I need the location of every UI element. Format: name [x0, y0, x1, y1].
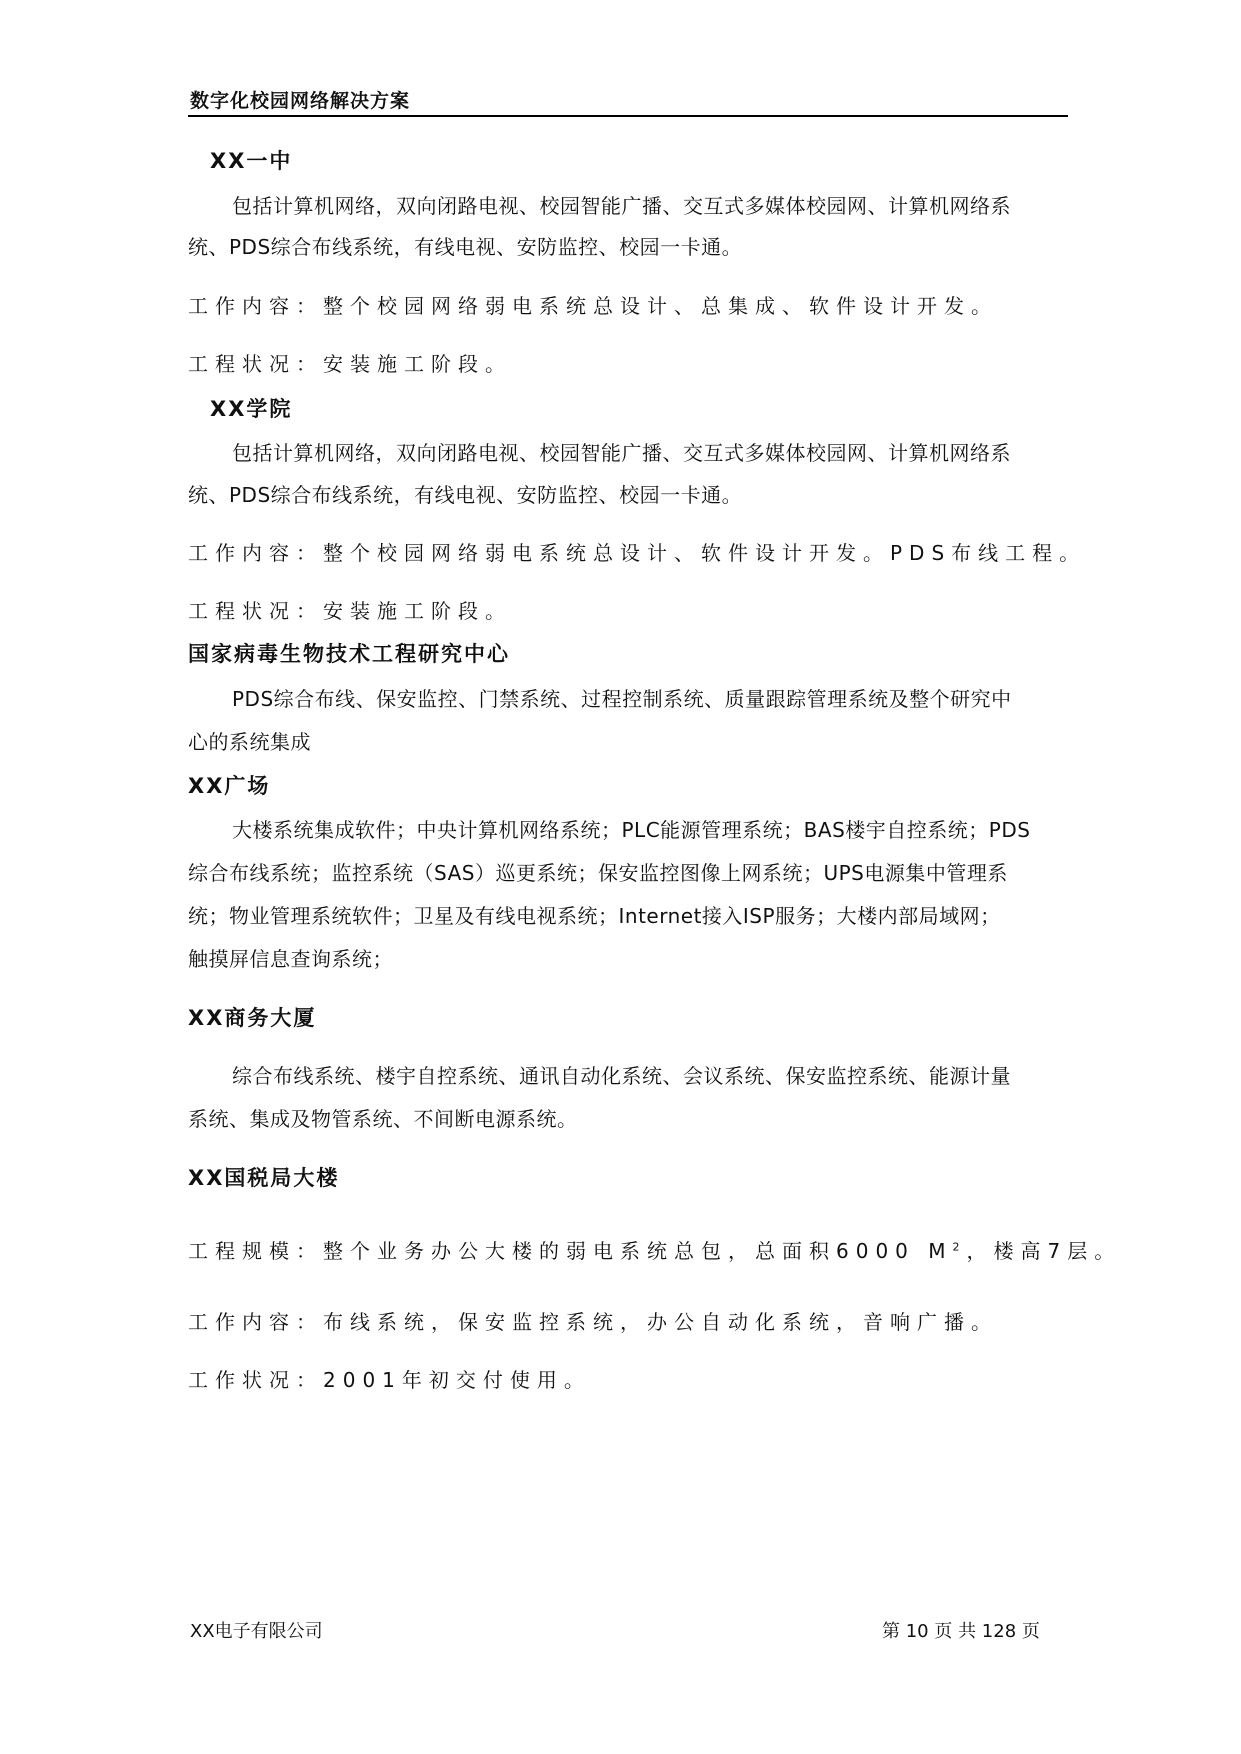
paragraph-line: 触摸屏信息查询系统； — [188, 947, 393, 971]
project-status-line: 工程状况：安装施工阶段。 — [188, 352, 512, 376]
paragraph-line: 综合布线系统；监控系统（SAS）巡更系统；保安监控图像上网系统；UPS电源集中管理系 — [188, 861, 1008, 885]
work-content-line: 工作内容：整个校园网络弱电系统总设计、软件设计开发。PDS布线工程。 — [188, 541, 1087, 565]
work-content-line: 工作内容：整个校园网络弱电系统总设计、总集成、软件设计开发。 — [188, 294, 998, 318]
project-scale-line — [188, 1235, 1121, 1264]
paragraph-line: PDS综合布线、保安监控、门禁系统、过程控制系统、质量跟踪管理系统及整个研究中 — [232, 687, 1012, 711]
superscript-exponent: 2 — [952, 1240, 967, 1254]
paragraph-line: 统、PDS综合布线系统，有线电视、安防监控、校园一卡通。 — [188, 483, 743, 507]
section-heading: XX商务大厦 — [188, 1006, 317, 1030]
paragraph-line: 统、PDS综合布线系统，有线电视、安防监控、校园一卡通。 — [188, 235, 743, 259]
running-header: 数字化校园网络解决方案 — [190, 90, 411, 112]
paragraph-line: 统；物业管理系统软件；卫星及有线电视系统；Internet接入ISP服务；大楼内部局域网； — [188, 904, 1001, 928]
project-status-line: 工程状况：安装施工阶段。 — [188, 599, 512, 623]
paragraph-line: 大楼系统集成软件；中央计算机网络系统；PLC能源管理系统；BAS楼宇自控系统；PDS — [232, 818, 1031, 842]
project-scale-suffix: ，楼高7层。 — [966, 1239, 1122, 1263]
section-heading: XX学院 — [210, 397, 293, 421]
header-rule — [188, 115, 1068, 117]
section-heading: XX广场 — [188, 774, 271, 798]
paragraph-line: 系统、集成及物管系统、不间断电源系统。 — [188, 1107, 578, 1131]
footer-company: XX电子有限公司 — [190, 1621, 323, 1642]
footer-page-number: 第 10 页 共 128 页 — [882, 1621, 1040, 1642]
section-heading: 国家病毒生物技术工程研究中心 — [188, 642, 510, 666]
section-heading: XX一中 — [210, 149, 293, 173]
paragraph-line: 包括计算机网络，双向闭路电视、校园智能广播、交互式多媒体校园网、计算机网络系 — [232, 194, 1011, 218]
work-content-line: 工作内容：布线系统，保安监控系统，办公自动化系统，音响广播。 — [188, 1310, 998, 1334]
paragraph-line: 综合布线系统、楼宇自控系统、通讯自动化系统、会议系统、保安监控系统、能源计量 — [232, 1064, 1011, 1088]
paragraph-line: 心的系统集成 — [188, 730, 311, 754]
project-scale-text: 工程规模：整个业务办公大楼的弱电系统总包，总面积6000 M — [188, 1239, 953, 1263]
section-heading: XX国税局大楼 — [188, 1166, 340, 1190]
paragraph-line: 包括计算机网络，双向闭路电视、校园智能广播、交互式多媒体校园网、计算机网络系 — [232, 441, 1011, 465]
work-status-line: 工作状况：2001年初交付使用。 — [188, 1368, 591, 1392]
